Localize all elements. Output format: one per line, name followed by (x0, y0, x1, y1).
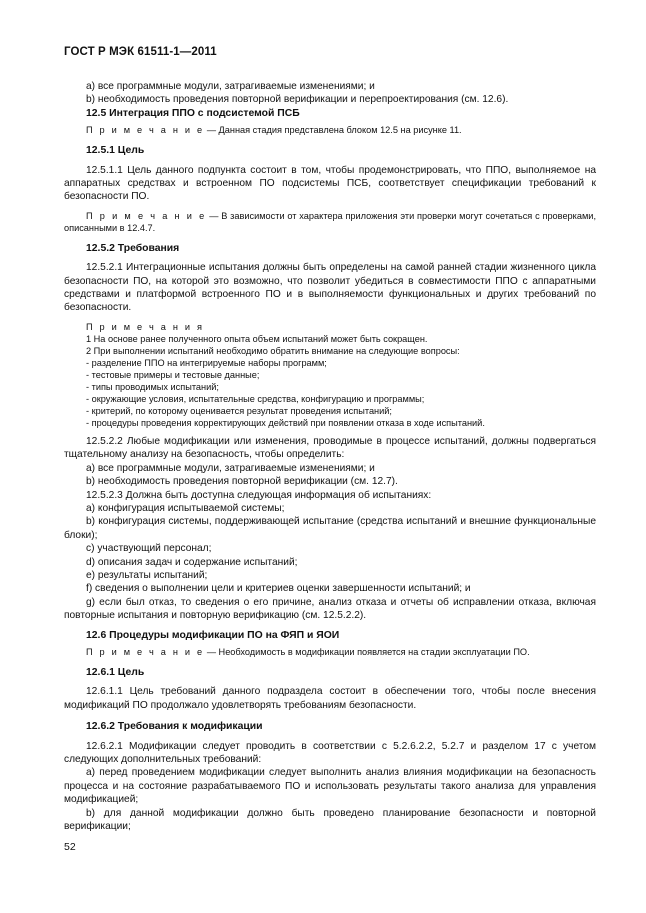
list-item: b) конфигурация системы, поддерживающей испытание (средства испытаний и внешние функциональные блоки); (64, 516, 596, 541)
note (64, 646, 596, 658)
note-item: 1 На основе ранее полученного опыта объем испытаний может быть сокращен. (86, 333, 428, 344)
list-item: b) для данной модификации должно быть проведено планирование безопасности и повторной верификации; (64, 807, 596, 833)
paragraph: 12.5.2.3 Должна быть доступна следующая информация об испытаниях: (86, 489, 432, 501)
notes-label: П р и м е ч а н и я (86, 321, 205, 332)
paragraph: 12.5.2.1 Интеграционные испытания должны быть определены на самой ранней стадии жизненного цикла безопасности ПО, на которой это возможно, что позволит убедиться в совместимости ППО с аппаратными средствами и платформой встроенного ПО и в выполняемости функциональных и других требований по безопасности. (64, 262, 596, 314)
note (64, 210, 596, 234)
note-item: - тестовые примеры и тестовые данные; (86, 369, 260, 380)
list-item: b) необходимость проведения повторной верификации (см. 12.7). (86, 476, 398, 488)
note-item: - разделение ППО на интегрируемые наборы программ; (86, 357, 327, 368)
note-text: — Данная стадия представлена блоком 12.5 на рисунке 11. (204, 125, 462, 136)
note (64, 124, 596, 136)
section-heading-12-6-2: 12.6.2 Требования к модификации (86, 721, 263, 733)
note-item: 2 При выполнении испытаний необходимо обратить внимание на следующие вопросы: (86, 345, 460, 356)
note-item: - критерий, по которому оценивается результат проведения испытаний; (86, 405, 392, 416)
list-item: с) участвующий персонал; (86, 543, 212, 555)
list-item: d) описания задач и содержание испытаний; (86, 556, 298, 568)
paragraph: 12.5.2.2 Любые модификации или изменения, проводимые в процессе испытаний, должны подвергаться тщательному анализу на безопасность, чтобы определить: (64, 435, 596, 461)
list-item: а) все программные модули, затрагиваемые изменениями; и (86, 81, 375, 92)
list-item: е) результаты испытаний; (86, 569, 208, 581)
list-item: g) если был отказ, то сведения о его причине, анализ отказа и отчеты об исправлении отказа, включая повторные испытания и повторную верификацию (см. 12.5.2.2). (64, 596, 596, 622)
paragraph: 12.5.1.1 Цель данного подпункта состоит в том, чтобы продемонстрировать, что ППО, выполняемое на аппаратных средствах и встроенном ПО подсистемы ПСБ, соответствует спецификации требований к безопасности ПО. (64, 164, 596, 203)
section-heading-12-5-2: 12.5.2 Требования (86, 242, 180, 254)
list-item: b) необходимость проведения повторной верификации и перепроектирования (см. 12.6). (86, 94, 509, 106)
note-label: П р и м е ч а н и е (86, 646, 205, 657)
note-label: П р и м е ч а н и е (86, 210, 207, 221)
note-item: - окружающие условия, испытательные средства, конфигурацию и программы; (86, 393, 425, 404)
list-item: а) все программные модули, затрагиваемые изменениями; и (86, 462, 375, 474)
note-text: — В зависимости от характера приложения эти проверки могут сочетаться с проверками, описанными в 12.4.7. (64, 210, 596, 233)
note-item: - типы проводимых испытаний; (86, 381, 219, 392)
paragraph: 12.6.2.1 Модификации следует проводить в соответствии с 5.2.6.2.2, 5.2.7 и разделом 17 с учетом следующих дополнительных требований: (64, 740, 596, 765)
list-item: а) перед проведением модификации следует выполнить анализ влияния модификации на безопасность процесса и на состояние разрабатываемого ПО и использовать результаты такого анализа для управления модификацией; (64, 767, 596, 806)
section-heading-12-5: 12.5 Интеграция ППО с подсистемой ПСБ (86, 107, 300, 119)
page-number: 52 (64, 841, 76, 853)
list-item: а) конфигурация испытываемой системы; (86, 502, 285, 514)
note-text: — Необходимость в модификации появляется на стадии эксплуатации ПО. (204, 646, 530, 657)
section-heading-12-6: 12.6 Процедуры модификации ПО на ФЯП и ЯОИ (86, 629, 340, 641)
document-body (64, 80, 596, 833)
section-heading-12-5-1: 12.5.1 Цель (86, 145, 145, 157)
document-header: ГОСТ Р МЭК 61511-1—2011 (64, 46, 217, 58)
list-item: f) сведения о выполнении цели и критериев оценки завершенности испытаний; и (86, 583, 471, 595)
note-item: - процедуры проведения корректирующих действий при появлении отказа в ходе испытаний. (86, 417, 485, 428)
note-label: П р и м е ч а н и е (86, 125, 205, 136)
section-heading-12-6-1: 12.6.1 Цель (86, 666, 145, 678)
paragraph: 12.6.1.1 Цель требований данного подраздела состоит в обеспечении того, чтобы после внесения модификаций ПО продолжало удовлетворять требованиям безопасности. (64, 686, 596, 711)
